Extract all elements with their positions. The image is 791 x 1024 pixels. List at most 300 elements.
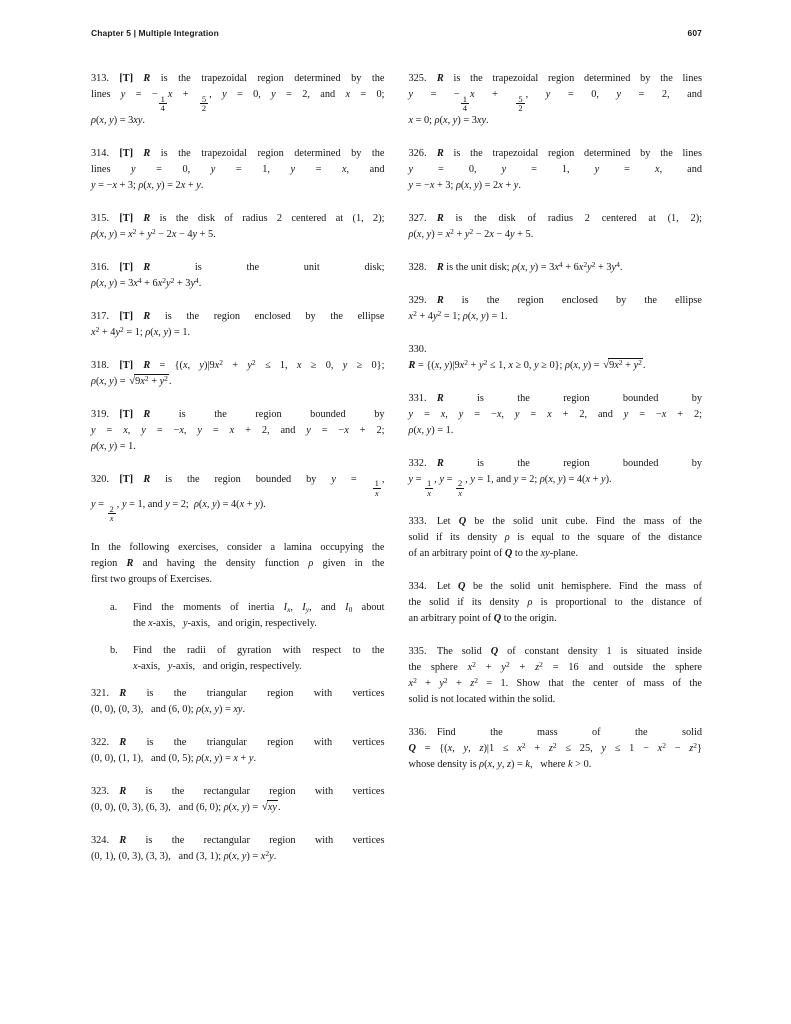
math-var: ρ — [193, 499, 199, 510]
math-var: xy — [267, 801, 277, 813]
math-var: y — [513, 473, 519, 485]
math-var: z — [548, 743, 553, 754]
math-var: y — [190, 277, 196, 289]
subscript — [306, 605, 309, 614]
region-symbol: R — [436, 392, 444, 404]
math-var: y — [616, 89, 622, 100]
superscript: 2 — [164, 373, 168, 383]
exercise-316 — [91, 260, 385, 292]
math-var: y — [408, 89, 414, 100]
fraction: $\frac{1}{4}$ — [160, 93, 165, 113]
text-line: 336. Find the mass of the solid — [408, 727, 702, 738]
math-var: ρ — [308, 557, 314, 569]
text-line: (0, 0), (0, 3), (6, 3), and (6, 0); ρ(x, y) = √ xy . — [91, 800, 281, 813]
math-var: x — [214, 359, 220, 371]
math-var: y — [109, 440, 114, 452]
exercise-320 — [91, 472, 385, 523]
superscript: 2 — [144, 373, 149, 383]
math-var: ρ — [91, 228, 96, 240]
fraction: $\frac{1}{x}$ — [427, 478, 432, 498]
math-var: I — [283, 601, 288, 613]
math-var: x — [487, 759, 493, 770]
fraction: $\frac{2}{x}$ — [109, 503, 114, 523]
math-var: x — [233, 752, 238, 764]
region-symbol: R — [126, 557, 134, 569]
math-var: y — [510, 228, 515, 240]
text-line: lines y = 0, y = 1, y = x, and — [91, 163, 385, 175]
superscript: 2 — [618, 357, 623, 367]
math-var: x — [469, 89, 475, 100]
math-var: y — [583, 359, 588, 371]
text-line: R = {(x, $y)|9x^2 + y^2 \le 1$, x ≥ 0, y ≥ 0}; ρ(x, y) = √ $9x^2 + y^2$ . — [408, 357, 646, 371]
region-symbol: R — [436, 73, 444, 84]
math-var: ρ — [455, 179, 461, 191]
exercise-331 — [409, 391, 703, 439]
math-var: x — [578, 261, 584, 273]
math-var: y — [426, 424, 432, 436]
list-marker: a. — [110, 601, 118, 613]
math-var: y — [109, 375, 114, 387]
math-var: y — [91, 499, 96, 510]
region-symbol: Q — [458, 581, 466, 592]
text-line: 313. [T] R is the trapezoidal region determined by the — [91, 73, 385, 84]
text-line: whose density is ρ(x, y, z) = k, where k > 0. — [408, 759, 592, 770]
math-var: y — [167, 660, 173, 672]
math-var: y — [183, 617, 188, 629]
text-line: y = x, y = −x, y = x + 2, and y = −x + 2; — [408, 408, 703, 420]
text-line: y = $\frac{1}{x}$ , y = $\frac{2}{x}$ , y = 1, and y = 2; ρ(x, y) = 4(x + y). — [408, 473, 612, 498]
instruction-list-item — [91, 643, 385, 675]
superscript: 2 — [437, 308, 442, 318]
math-var: x — [464, 179, 469, 191]
math-var: ρ — [196, 752, 202, 764]
math-var: x — [180, 179, 186, 191]
math-var: y — [91, 179, 96, 191]
math-var: y — [121, 499, 127, 510]
math-var: y — [534, 359, 539, 371]
exercise-334 — [409, 579, 703, 627]
math-var: y — [199, 359, 204, 371]
math-var: y — [426, 228, 432, 240]
math-var: x — [146, 179, 152, 191]
math-var: y — [306, 424, 311, 436]
text-line: 324. R is the rectangular region with vertices — [91, 834, 385, 846]
superscript: 2 — [162, 275, 167, 285]
math-var: y — [408, 179, 414, 191]
text-line: 334. Let Q be the solid unit hemisphere. Find the mass of — [408, 581, 702, 592]
math-var: x — [458, 487, 463, 498]
math-var: y — [91, 424, 96, 436]
math-var: y — [470, 473, 475, 485]
bold-text: [T] — [119, 73, 134, 84]
math-var: I — [345, 601, 349, 613]
text-line: 332. R is the region bounded by — [408, 457, 702, 469]
region-symbol: R — [143, 73, 151, 84]
math-var: x — [99, 440, 104, 452]
math-var: y — [513, 179, 519, 191]
math-var: x — [443, 114, 448, 126]
text-line: region R and having the density function ρ given in the — [91, 557, 385, 569]
exercise-324 — [91, 833, 385, 865]
exercise-313 — [91, 71, 385, 129]
text-line: 322. R is the triangular region with vertices — [91, 736, 385, 748]
region-symbol: R — [436, 261, 444, 273]
text-line: 328. R is the unit disk; ρ(x, $y) = 3x^4 + 6x^2y^2 + 3y^4$. — [408, 259, 623, 273]
subscript — [287, 605, 290, 614]
math-var: ρ — [504, 532, 510, 543]
math-var: ρ — [138, 179, 144, 191]
region-symbol: R — [143, 473, 151, 485]
math-var: y — [247, 359, 252, 371]
math-var: x — [471, 310, 476, 322]
math-var: x — [498, 179, 503, 191]
math-var: y — [439, 678, 444, 689]
superscript: 2 — [450, 226, 454, 236]
math-var: x — [232, 801, 237, 813]
math-var: ρ — [145, 326, 151, 338]
math-var: k — [568, 759, 573, 770]
math-var: y — [115, 326, 121, 338]
math-var: ρ — [434, 114, 440, 126]
math-var: x — [427, 487, 432, 498]
math-var: y — [271, 89, 276, 100]
region-symbol: R — [143, 212, 151, 224]
superscript: 2 — [693, 740, 698, 750]
region-symbol: R — [436, 147, 444, 159]
math-var: x — [508, 359, 513, 371]
math-var: y — [439, 473, 445, 485]
math-var: y — [408, 408, 414, 420]
superscript: 2 — [552, 740, 557, 750]
text-line: ρ(x, $y) = 3x^4 + 6x^2y^2 + 3y^4$. — [91, 275, 202, 289]
superscript: 2 — [265, 848, 270, 858]
math-var: y — [212, 499, 217, 510]
text-line: y = − $\frac{1}{4}$ x + $\frac{5}{2}$ , y = 0, y = 2, and — [408, 89, 702, 113]
region-symbol: Q — [458, 516, 467, 527]
math-var: x — [109, 513, 114, 523]
math-var: y — [557, 473, 563, 485]
exercise-327 — [409, 211, 703, 243]
math-var: y — [147, 228, 152, 240]
fraction: $\frac{1}{x}$ — [374, 478, 379, 498]
math-var: x — [654, 163, 660, 175]
math-var: x — [296, 359, 302, 371]
math-var: ρ — [462, 310, 468, 322]
two-column-layout — [91, 71, 702, 882]
math-var: x — [408, 114, 414, 126]
math-var: z — [479, 743, 484, 754]
math-var: x — [260, 850, 266, 862]
math-var: x — [467, 662, 473, 673]
exercise-328 — [409, 260, 703, 276]
math-var: y — [501, 163, 507, 175]
text-line: 333. Let Q be the solid unit cube. Find the mass of the — [408, 516, 702, 527]
math-var: ρ — [408, 424, 414, 436]
superscript: 4 — [137, 275, 142, 285]
text-line: $x^2 + 4y^2 = 1$; ρ(x, y) = 1. — [408, 308, 508, 322]
text-line: $x^2 + 4y^2 = 1$; ρ(x, y) = 1. — [91, 324, 191, 338]
math-var: y — [241, 801, 247, 813]
text-line: of an arbitrary point of Q to the xy-plane. — [408, 548, 579, 559]
math-var: y — [601, 473, 606, 485]
text-line: (0, 1), (0, 3), (3, 3), and (3, 1); ρ(x, $y) = x^2y$. — [91, 848, 277, 862]
text-line: lines y = − $\frac{1}{4}$ x + $\frac{5}{2}$ , y = 0, y = 2, and x = 0; — [91, 89, 385, 113]
math-var: x — [153, 326, 159, 338]
text-line: 316. [T] R is the unit disk; — [91, 261, 385, 273]
region-symbol: R — [436, 457, 444, 469]
bold-text: [T] — [119, 212, 134, 224]
superscript: 2 — [464, 357, 468, 367]
math-var: xy — [133, 114, 143, 126]
exercise-317 — [91, 309, 385, 341]
text-line: 320. [T] R is the region bounded by y = $\frac{1}{x}$ , — [91, 473, 385, 498]
math-var: x — [614, 359, 619, 371]
math-var: x — [341, 163, 347, 175]
superscript: 4 — [195, 275, 199, 285]
math-var: y — [159, 375, 165, 387]
text-line: solid is not located within the solid. — [408, 694, 556, 705]
math-var: ρ — [223, 850, 229, 862]
exercise-315 — [91, 211, 385, 243]
text-line: ρ(x, $y) = x^2 + y^2 - 2x - 4y + 5$. — [408, 226, 534, 240]
math-var: x — [202, 499, 207, 510]
math-var: x — [128, 228, 133, 240]
math-var: x — [232, 850, 237, 862]
bold-text: [T] — [119, 261, 134, 273]
radical: √ $9x^2 + y^2$ — [603, 357, 642, 371]
math-var: x — [229, 424, 235, 436]
math-var: y — [222, 89, 227, 100]
text-line: In the following exercises, consider a lamina occupying the — [91, 541, 385, 553]
math-var: y — [214, 752, 219, 764]
math-var: ρ — [223, 801, 229, 813]
math-var: y — [444, 359, 450, 371]
text-line: Find the moments of inertia $I_x$, $I_y$, and $I_0$ about — [133, 601, 385, 614]
superscript: 2 — [539, 659, 543, 669]
math-var: y — [623, 408, 629, 420]
math-var: ρ — [91, 375, 96, 387]
math-var: x — [416, 228, 422, 240]
exercise-318 — [91, 358, 385, 390]
math-var: y — [452, 114, 458, 126]
text-line: first two groups of Exercises. — [91, 573, 212, 585]
instruction-paragraph — [91, 540, 385, 588]
superscript: 2 — [662, 740, 666, 750]
math-var: y — [545, 89, 551, 100]
math-var: x — [408, 678, 414, 689]
radical-sign-icon: √ — [129, 374, 136, 387]
list-item-content — [133, 600, 385, 632]
math-var: x — [123, 424, 128, 436]
math-var: y — [594, 163, 600, 175]
math-var: y — [342, 359, 348, 371]
text-line: $x^2 + y^2 + z^2 = 1$. Show that the center of mass of the — [408, 675, 702, 689]
math-var: y — [611, 261, 617, 273]
region-symbol: R — [119, 785, 127, 797]
fraction: $\frac{5}{2}$ — [518, 93, 523, 113]
math-var: x — [204, 703, 210, 715]
math-var: x — [345, 89, 351, 100]
math-var: y — [514, 408, 520, 420]
math-var: y — [241, 850, 247, 862]
math-var: x — [148, 617, 153, 629]
math-var: x — [517, 743, 522, 754]
region-symbol: R — [143, 147, 151, 159]
math-var: x — [157, 277, 163, 289]
region-symbol: R — [143, 261, 151, 273]
text-line: 318. [T] R = {(x, $y)|9x^2 + y^2 \le 1$, x ≥ 0, y ≥ 0}; — [91, 357, 385, 371]
math-var: xy — [476, 114, 487, 126]
superscript: 2 — [443, 675, 448, 685]
math-var: y — [480, 310, 486, 322]
math-var: x — [408, 310, 414, 322]
math-var: y — [269, 850, 274, 862]
math-var: ρ — [91, 277, 96, 289]
radical-sign-icon: √ — [261, 800, 268, 813]
bold-text: [T] — [119, 310, 134, 322]
superscript: 2 — [505, 659, 510, 669]
text-line: 329. R is the region enclosed by the ellipse — [408, 294, 702, 306]
text-line: 330. — [408, 343, 427, 355]
superscript: 2 — [132, 226, 137, 236]
chapter-title: Chapter 5 | Multiple Integration — [91, 28, 219, 38]
math-var: y — [463, 743, 469, 754]
math-var: x — [440, 408, 446, 420]
superscript: 4 — [558, 259, 563, 269]
math-var: y — [408, 163, 414, 175]
math-var: y — [120, 89, 126, 100]
math-var: x — [416, 424, 422, 436]
math-var: k — [525, 759, 530, 770]
math-var: y — [478, 359, 484, 371]
superscript: 2 — [483, 357, 488, 367]
math-var: x — [573, 359, 578, 371]
math-var: x — [171, 228, 177, 240]
math-var: y — [192, 228, 198, 240]
math-var: y — [408, 473, 414, 485]
math-var: x — [374, 487, 379, 498]
region-symbol: Q — [493, 613, 502, 624]
region-symbol: R — [143, 310, 151, 322]
superscript: 2 — [170, 275, 175, 285]
text-line: 317. [T] R is the region enclosed by the ellipse — [91, 310, 385, 322]
math-var: y — [156, 179, 162, 191]
exercise-333 — [409, 514, 703, 562]
math-var: x — [112, 179, 117, 191]
text-line: Q = {(x, y, $z)|1 \le x^2 + z^2 \le 25$, $y \le 1 - x^2 - z^2$} — [408, 740, 702, 754]
math-var: ρ — [196, 703, 202, 715]
math-var: y — [109, 277, 114, 289]
math-var: x — [91, 326, 96, 338]
math-var: ρ — [527, 597, 533, 608]
region-symbol: R — [436, 212, 444, 224]
math-var: x — [167, 89, 173, 100]
math-var: y — [290, 163, 296, 175]
text-line: 331. R is the region bounded by — [408, 392, 702, 404]
math-var: z — [689, 743, 694, 754]
text-line: ρ(x, y) = 1. — [408, 424, 454, 436]
math-var: ρ — [91, 440, 96, 452]
superscript: 2 — [251, 357, 256, 367]
text-line: the x-axis, y-axis, and origin, respectively. — [133, 617, 317, 629]
superscript: 2 — [638, 357, 642, 367]
math-var: y — [331, 473, 336, 485]
math-var: x — [447, 743, 453, 754]
text-line: y = −x + 3; ρ(x, y) = 2x + y. — [408, 179, 521, 191]
text-line: y = 0, y = 1, y = x, and — [408, 163, 702, 175]
text-line: the solid if its density ρ is proportional to the distance of — [408, 597, 702, 608]
bold-text: [T] — [119, 147, 134, 159]
text-line: an arbitrary point of Q to the origin. — [408, 613, 557, 624]
math-var: z — [507, 759, 512, 770]
fraction: $\frac{5}{2}$ — [201, 93, 207, 113]
math-var: x — [585, 473, 591, 485]
region-symbol: R — [119, 687, 127, 699]
math-var: y — [214, 703, 219, 715]
math-var: x — [239, 499, 245, 510]
text-line: y = −x + 3; ρ(x, y) = 2x + y. — [91, 179, 204, 191]
text-line: solid if its density ρ is equal to the square of the distance — [408, 532, 702, 543]
math-var: x — [133, 660, 138, 672]
exercise-319 — [91, 407, 385, 455]
list-item-content — [133, 643, 385, 675]
math-var: y — [255, 499, 260, 510]
math-var: y — [501, 662, 506, 673]
superscript: 2 — [469, 226, 474, 236]
math-var: y — [196, 179, 201, 191]
math-var: x — [287, 604, 291, 614]
text-line: ρ(x, y) = 1. — [91, 440, 136, 452]
math-var: y — [458, 408, 464, 420]
region-symbol: R — [119, 834, 127, 846]
exercise-323 — [91, 784, 385, 816]
math-var: x — [99, 375, 104, 387]
superscript: 2 — [413, 308, 417, 318]
page-number: 607 — [687, 28, 702, 38]
math-var: y — [109, 114, 114, 126]
text-line: (0, 0), (0, 3), and (6, 0); ρ(x, y) = xy. — [91, 703, 246, 715]
math-var: y — [633, 359, 639, 371]
exercise-321 — [91, 686, 385, 718]
region-symbol: Q — [408, 743, 416, 754]
text-line: (0, 0), (1, 1), and (0, 5); ρ(x, y) = x + y. — [91, 752, 257, 764]
math-var: y — [248, 752, 254, 764]
text-line: 315. [T] R is the disk of radius 2 centered at (1, 2); — [91, 212, 385, 224]
exercise-336 — [409, 725, 703, 773]
math-var: x — [496, 408, 502, 420]
math-var: x — [204, 752, 210, 764]
math-var: x — [548, 473, 553, 485]
superscript: 2 — [521, 740, 526, 750]
math-var: x — [459, 359, 465, 371]
region-symbol: R — [408, 359, 416, 371]
text-line: 335. The solid Q of constant density 1 is situated inside — [408, 646, 703, 657]
math-var: y — [601, 743, 607, 754]
text-line: x = 0; ρ(x, y) = 3xy. — [408, 114, 489, 126]
superscript: 2 — [472, 659, 476, 669]
text-line: y = $\frac{2}{x}$ , y = 1, and y = 2; ρ(x, y) = 4(x + y). — [91, 499, 266, 523]
math-var: y — [432, 310, 438, 322]
math-var: x — [520, 261, 526, 273]
math-var: x — [434, 359, 440, 371]
page-header — [91, 28, 702, 38]
math-var: x — [99, 228, 104, 240]
exercise-322 — [91, 735, 385, 767]
math-var: x — [657, 743, 663, 754]
math-var: z — [535, 662, 540, 673]
text-line: ρ(x, y) = 3xy. — [91, 114, 145, 126]
text-line: x-axis, y-axis, and origin, respectively. — [133, 660, 302, 672]
